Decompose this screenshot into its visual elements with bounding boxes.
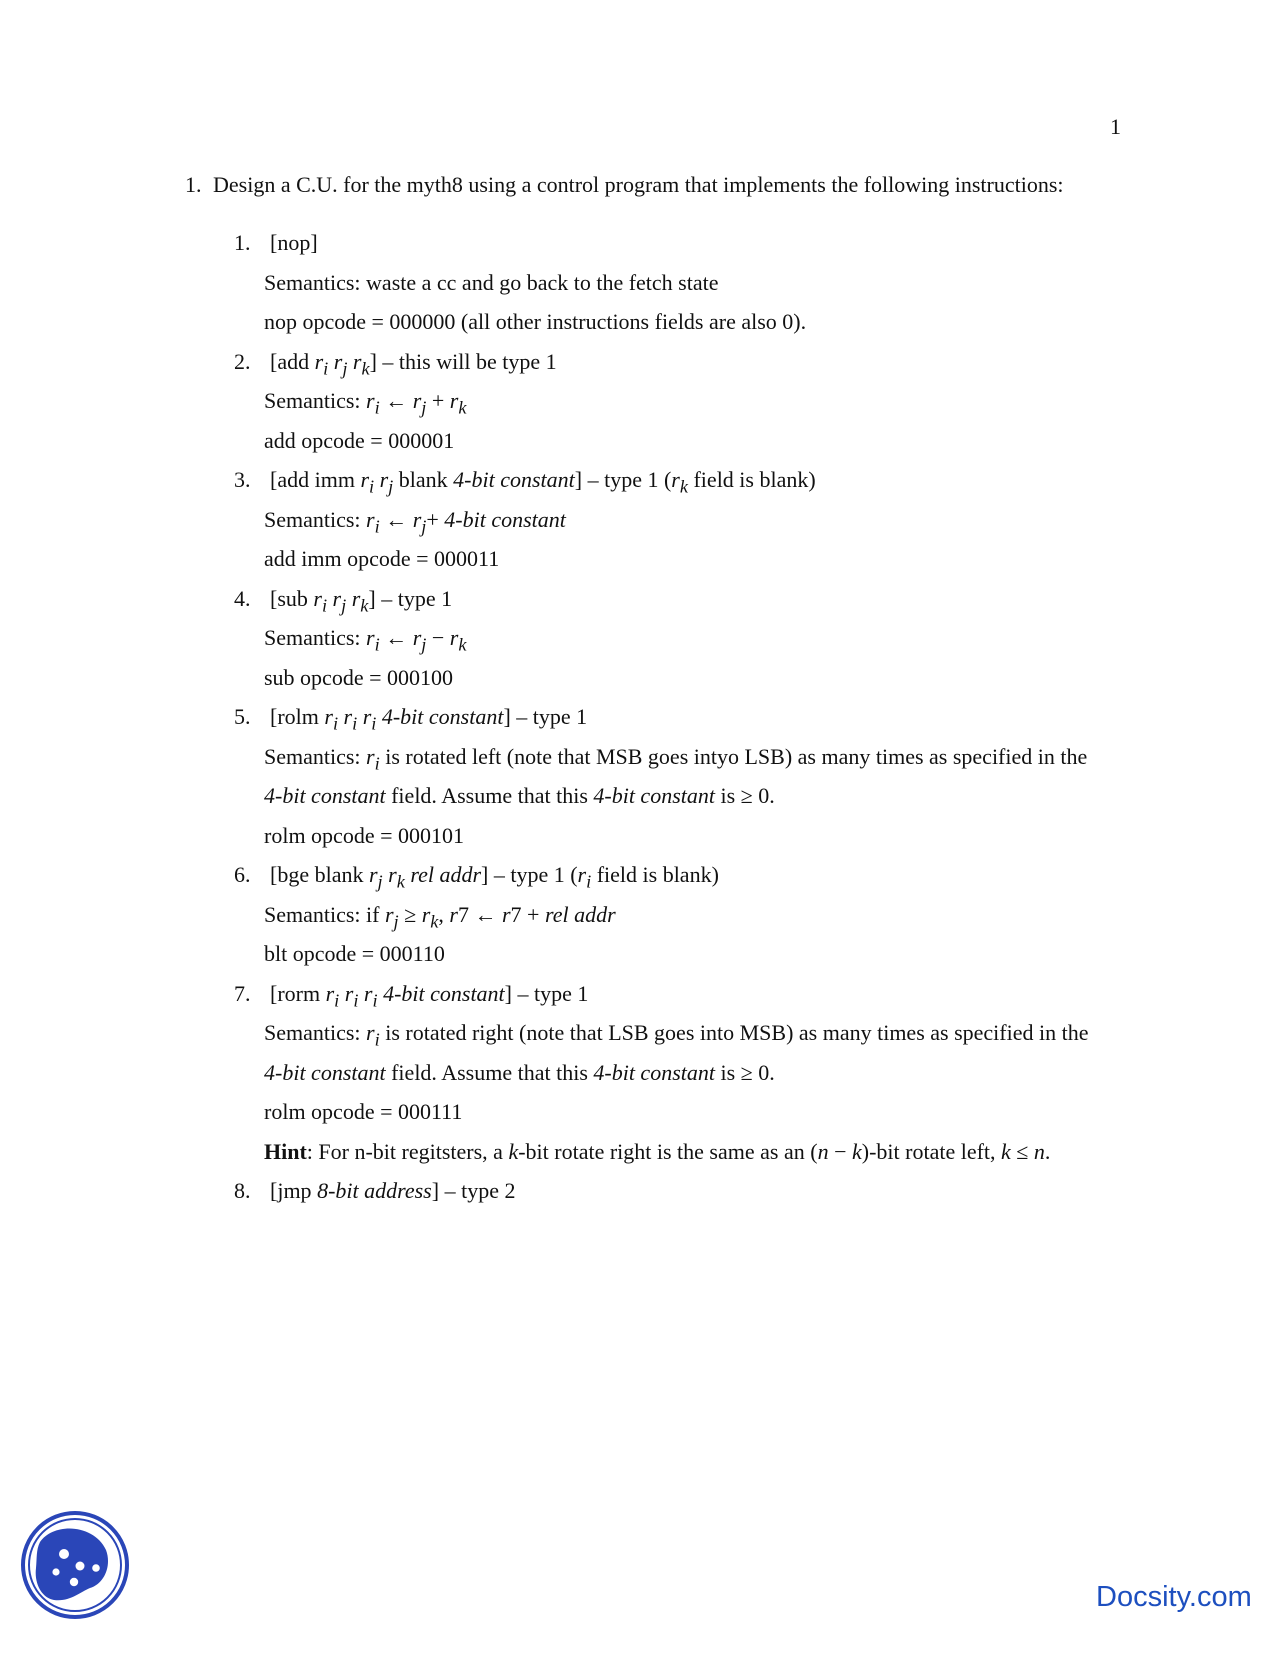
- math-text: r: [577, 862, 587, 887]
- math-text: r: [412, 506, 422, 532]
- math-text: k: [851, 1138, 862, 1164]
- instruction-line: [234, 902, 1134, 942]
- instruction-item: [234, 862, 1134, 981]
- subscript: i: [374, 634, 380, 655]
- math-text: r: [501, 901, 511, 927]
- instruction-line: [234, 941, 1134, 981]
- math-text: r: [384, 901, 394, 927]
- text-run: field is blank): [591, 862, 719, 887]
- text-run: blank: [393, 467, 454, 492]
- subscript: j: [341, 594, 347, 615]
- subscript: i: [374, 515, 380, 536]
- instruction-number: 5.: [234, 704, 251, 729]
- subscript: i: [369, 476, 375, 497]
- instruction-line: [234, 1139, 1134, 1179]
- math-text: r: [344, 980, 354, 1006]
- instruction-heading: [234, 467, 1134, 507]
- math-text: n: [817, 1138, 829, 1164]
- instruction-number: 1.: [234, 230, 251, 255]
- text-run: rolm opcode = 000111: [264, 1099, 463, 1124]
- math-text: n: [1033, 1138, 1045, 1164]
- math-text: r: [449, 625, 459, 650]
- page-number: 1: [1110, 114, 1121, 139]
- math-text: r: [325, 980, 335, 1006]
- math-text: r: [379, 467, 389, 492]
- subscript: i: [371, 713, 377, 734]
- text-run: [sub: [270, 585, 314, 611]
- text-run: rolm opcode = 000101: [264, 822, 464, 848]
- text-run: ←: [379, 506, 413, 532]
- math-text: r: [332, 585, 342, 611]
- text-run: [jmp: [270, 1178, 318, 1203]
- math-text: r: [362, 704, 372, 729]
- subscript: i: [332, 713, 339, 734]
- subscript: k: [458, 397, 467, 418]
- text-run: is rotated left (note that MSB goes intyo LSB) as many times as specified in the: [379, 743, 1088, 769]
- math-text: 4-bit constant: [264, 783, 386, 808]
- text-run: ] – type 1 (: [481, 862, 578, 887]
- math-text: r: [366, 625, 375, 650]
- text-run: field. Assume that this: [385, 1059, 594, 1085]
- math-text: r: [412, 625, 422, 650]
- text-run: Semantics:: [264, 388, 367, 413]
- text-run: Semantics:: [264, 506, 367, 532]
- text-run: [add imm: [270, 467, 361, 492]
- subscript: j: [377, 871, 383, 892]
- math-text: rel addr: [410, 862, 482, 887]
- question-text: Design a C.U. for the myth8 using a control program that implements the following instructions:: [213, 172, 1064, 197]
- math-text: 4-bit constant: [453, 467, 575, 492]
- subscript: i: [353, 989, 359, 1010]
- math-text: r: [352, 348, 362, 374]
- text-run: [bge blank: [270, 862, 369, 887]
- math-text: r: [421, 901, 431, 927]
- text-run: +: [426, 506, 445, 532]
- instruction-line: [234, 665, 1134, 705]
- math-text: r: [449, 901, 458, 927]
- text-run: ] – this will be type 1: [369, 348, 557, 374]
- text-run: [rolm: [270, 704, 325, 729]
- instruction-number: 7.: [234, 980, 251, 1006]
- instruction-item: [234, 349, 1134, 468]
- instruction-heading: [234, 230, 1134, 270]
- subscript: i: [352, 713, 358, 734]
- math-text: r: [333, 348, 343, 374]
- math-text: r: [351, 585, 361, 611]
- instruction-line: [234, 546, 1134, 586]
- instruction-line: [234, 744, 1134, 784]
- text-run: 7 ←: [457, 901, 502, 927]
- text-run: add opcode = 000001: [264, 427, 455, 453]
- instruction-line: [234, 823, 1134, 863]
- math-text: 4-bit constant: [383, 980, 505, 1006]
- text-run: Semantics: waste a cc and go back to the fetch state: [264, 269, 719, 295]
- brand-link[interactable]: Docsity.com: [1096, 1581, 1252, 1613]
- instruction-line: [234, 428, 1134, 468]
- math-text: 4-bit constant: [381, 704, 504, 729]
- instruction-line: [234, 783, 1134, 823]
- subscript: i: [374, 752, 380, 773]
- math-text: r: [366, 388, 375, 413]
- subscript: i: [372, 989, 378, 1010]
- math-text: r: [314, 348, 324, 374]
- instruction-line: [234, 1099, 1134, 1139]
- math-text: r: [366, 1020, 375, 1045]
- instruction-item: [234, 981, 1134, 1179]
- text-run: nop opcode = 000000 (all other instructions fields are also 0).: [264, 309, 807, 334]
- subscript: i: [374, 1029, 380, 1050]
- instruction-item: [234, 1178, 1134, 1218]
- math-text: r: [388, 862, 397, 887]
- subscript: k: [396, 871, 405, 892]
- text-run: ] – type 1 (: [574, 467, 672, 492]
- text-run: )-bit rotate left,: [861, 1138, 1002, 1164]
- math-text: k: [1001, 1138, 1011, 1164]
- text-run: : For n-bit regitsters, a: [306, 1138, 509, 1164]
- subscript: j: [421, 515, 427, 536]
- math-text: r: [366, 743, 375, 769]
- instruction-line: [234, 1020, 1134, 1060]
- subscript: i: [586, 871, 592, 892]
- subscript: k: [361, 357, 370, 378]
- instruction-line: [234, 270, 1134, 310]
- instruction-heading: [234, 586, 1134, 626]
- text-run: [add: [270, 348, 315, 374]
- text-run: −: [426, 625, 450, 650]
- text-run: is ≥ 0.: [714, 783, 775, 808]
- math-text: r: [671, 467, 680, 492]
- instruction-heading: [234, 704, 1134, 744]
- text-run: ≤: [1010, 1138, 1034, 1164]
- instruction-number: 4.: [234, 585, 251, 611]
- subscript: j: [388, 476, 394, 497]
- text-run: -bit rotate right is the same as an (: [518, 1138, 818, 1164]
- instruction-heading: [234, 349, 1134, 389]
- text-run: .: [1044, 1138, 1051, 1164]
- text-run: sub opcode = 000100: [264, 664, 453, 690]
- docsity-logo-icon: [20, 1510, 130, 1620]
- math-text: r: [412, 388, 422, 413]
- math-text: r: [313, 585, 322, 611]
- instruction-number: 8.: [234, 1178, 251, 1203]
- math-text: 4-bit constant: [593, 1059, 715, 1085]
- instruction-number: 3.: [234, 467, 251, 492]
- subscript: i: [323, 357, 329, 378]
- subscript: j: [421, 634, 427, 655]
- text-run: −: [828, 1138, 852, 1164]
- text-run: add imm opcode = 000011: [264, 546, 500, 571]
- subscript: i: [374, 397, 380, 418]
- instruction-list: [234, 230, 1134, 1218]
- instruction-heading: [234, 862, 1134, 902]
- instruction-line: [234, 507, 1134, 547]
- text-run: ←: [379, 388, 413, 413]
- instruction-item: [234, 467, 1134, 586]
- math-text: r: [368, 862, 378, 887]
- instruction-heading: [234, 1178, 1134, 1218]
- math-text: 4-bit constant: [444, 506, 566, 532]
- text-run: field. Assume that this: [385, 783, 594, 808]
- text-run: +: [426, 388, 450, 413]
- instruction-heading: [234, 981, 1134, 1021]
- subscript: k: [430, 910, 439, 931]
- math-text: r: [343, 704, 353, 729]
- text-run: ,: [438, 901, 450, 927]
- text-run: ←: [379, 625, 413, 650]
- text-run: Semantics:: [264, 1020, 367, 1045]
- math-text: rel addr: [544, 901, 616, 927]
- text-run: [rorm: [270, 980, 326, 1006]
- text-run: ] – type 1: [504, 980, 589, 1006]
- math-text: r: [363, 980, 373, 1006]
- math-text: r: [360, 467, 369, 492]
- math-text: 4-bit constant: [593, 783, 715, 808]
- text-run: is ≥ 0.: [714, 1059, 775, 1085]
- text-run: ] – type 1: [368, 585, 453, 611]
- subscript: k: [458, 634, 467, 655]
- subscript: j: [393, 910, 399, 931]
- text-run: ≥: [398, 901, 422, 927]
- bold-text: Hint: [264, 1138, 307, 1164]
- math-text: 4-bit constant: [264, 1059, 386, 1085]
- instruction-number: 6.: [234, 862, 251, 887]
- text-run: ] – type 1: [503, 704, 588, 729]
- instruction-number: 2.: [234, 348, 251, 374]
- question-heading: [185, 172, 1064, 198]
- text-run: ] – type 2: [431, 1178, 516, 1203]
- math-text: r: [449, 388, 459, 413]
- text-run: Semantics: if: [264, 901, 385, 927]
- text-run: field is blank): [687, 467, 816, 492]
- math-text: r: [366, 506, 375, 532]
- text-run: [nop]: [270, 230, 318, 255]
- instruction-line: [234, 625, 1134, 665]
- text-run: 7 +: [510, 901, 545, 927]
- text-run: blt opcode = 000110: [264, 941, 445, 966]
- subscript: i: [321, 594, 328, 615]
- instruction-item: [234, 586, 1134, 705]
- instruction-item: [234, 230, 1134, 349]
- math-text: 8-bit address: [317, 1178, 432, 1203]
- instruction-line: [234, 309, 1134, 349]
- instruction-item: [234, 704, 1134, 862]
- text-run: is rotated right (note that LSB goes into MSB) as many times as specified in the: [379, 1020, 1089, 1045]
- subscript: k: [360, 594, 369, 615]
- subscript: k: [679, 476, 688, 497]
- math-text: r: [324, 704, 333, 729]
- text-run: Semantics:: [264, 743, 367, 769]
- instruction-line: [234, 388, 1134, 428]
- instruction-line: [234, 1060, 1134, 1100]
- subscript: j: [421, 397, 427, 418]
- question-number: 1.: [185, 172, 202, 197]
- subscript: i: [334, 989, 340, 1010]
- math-text: k: [508, 1138, 519, 1164]
- text-run: Semantics:: [264, 625, 367, 650]
- subscript: j: [342, 357, 348, 378]
